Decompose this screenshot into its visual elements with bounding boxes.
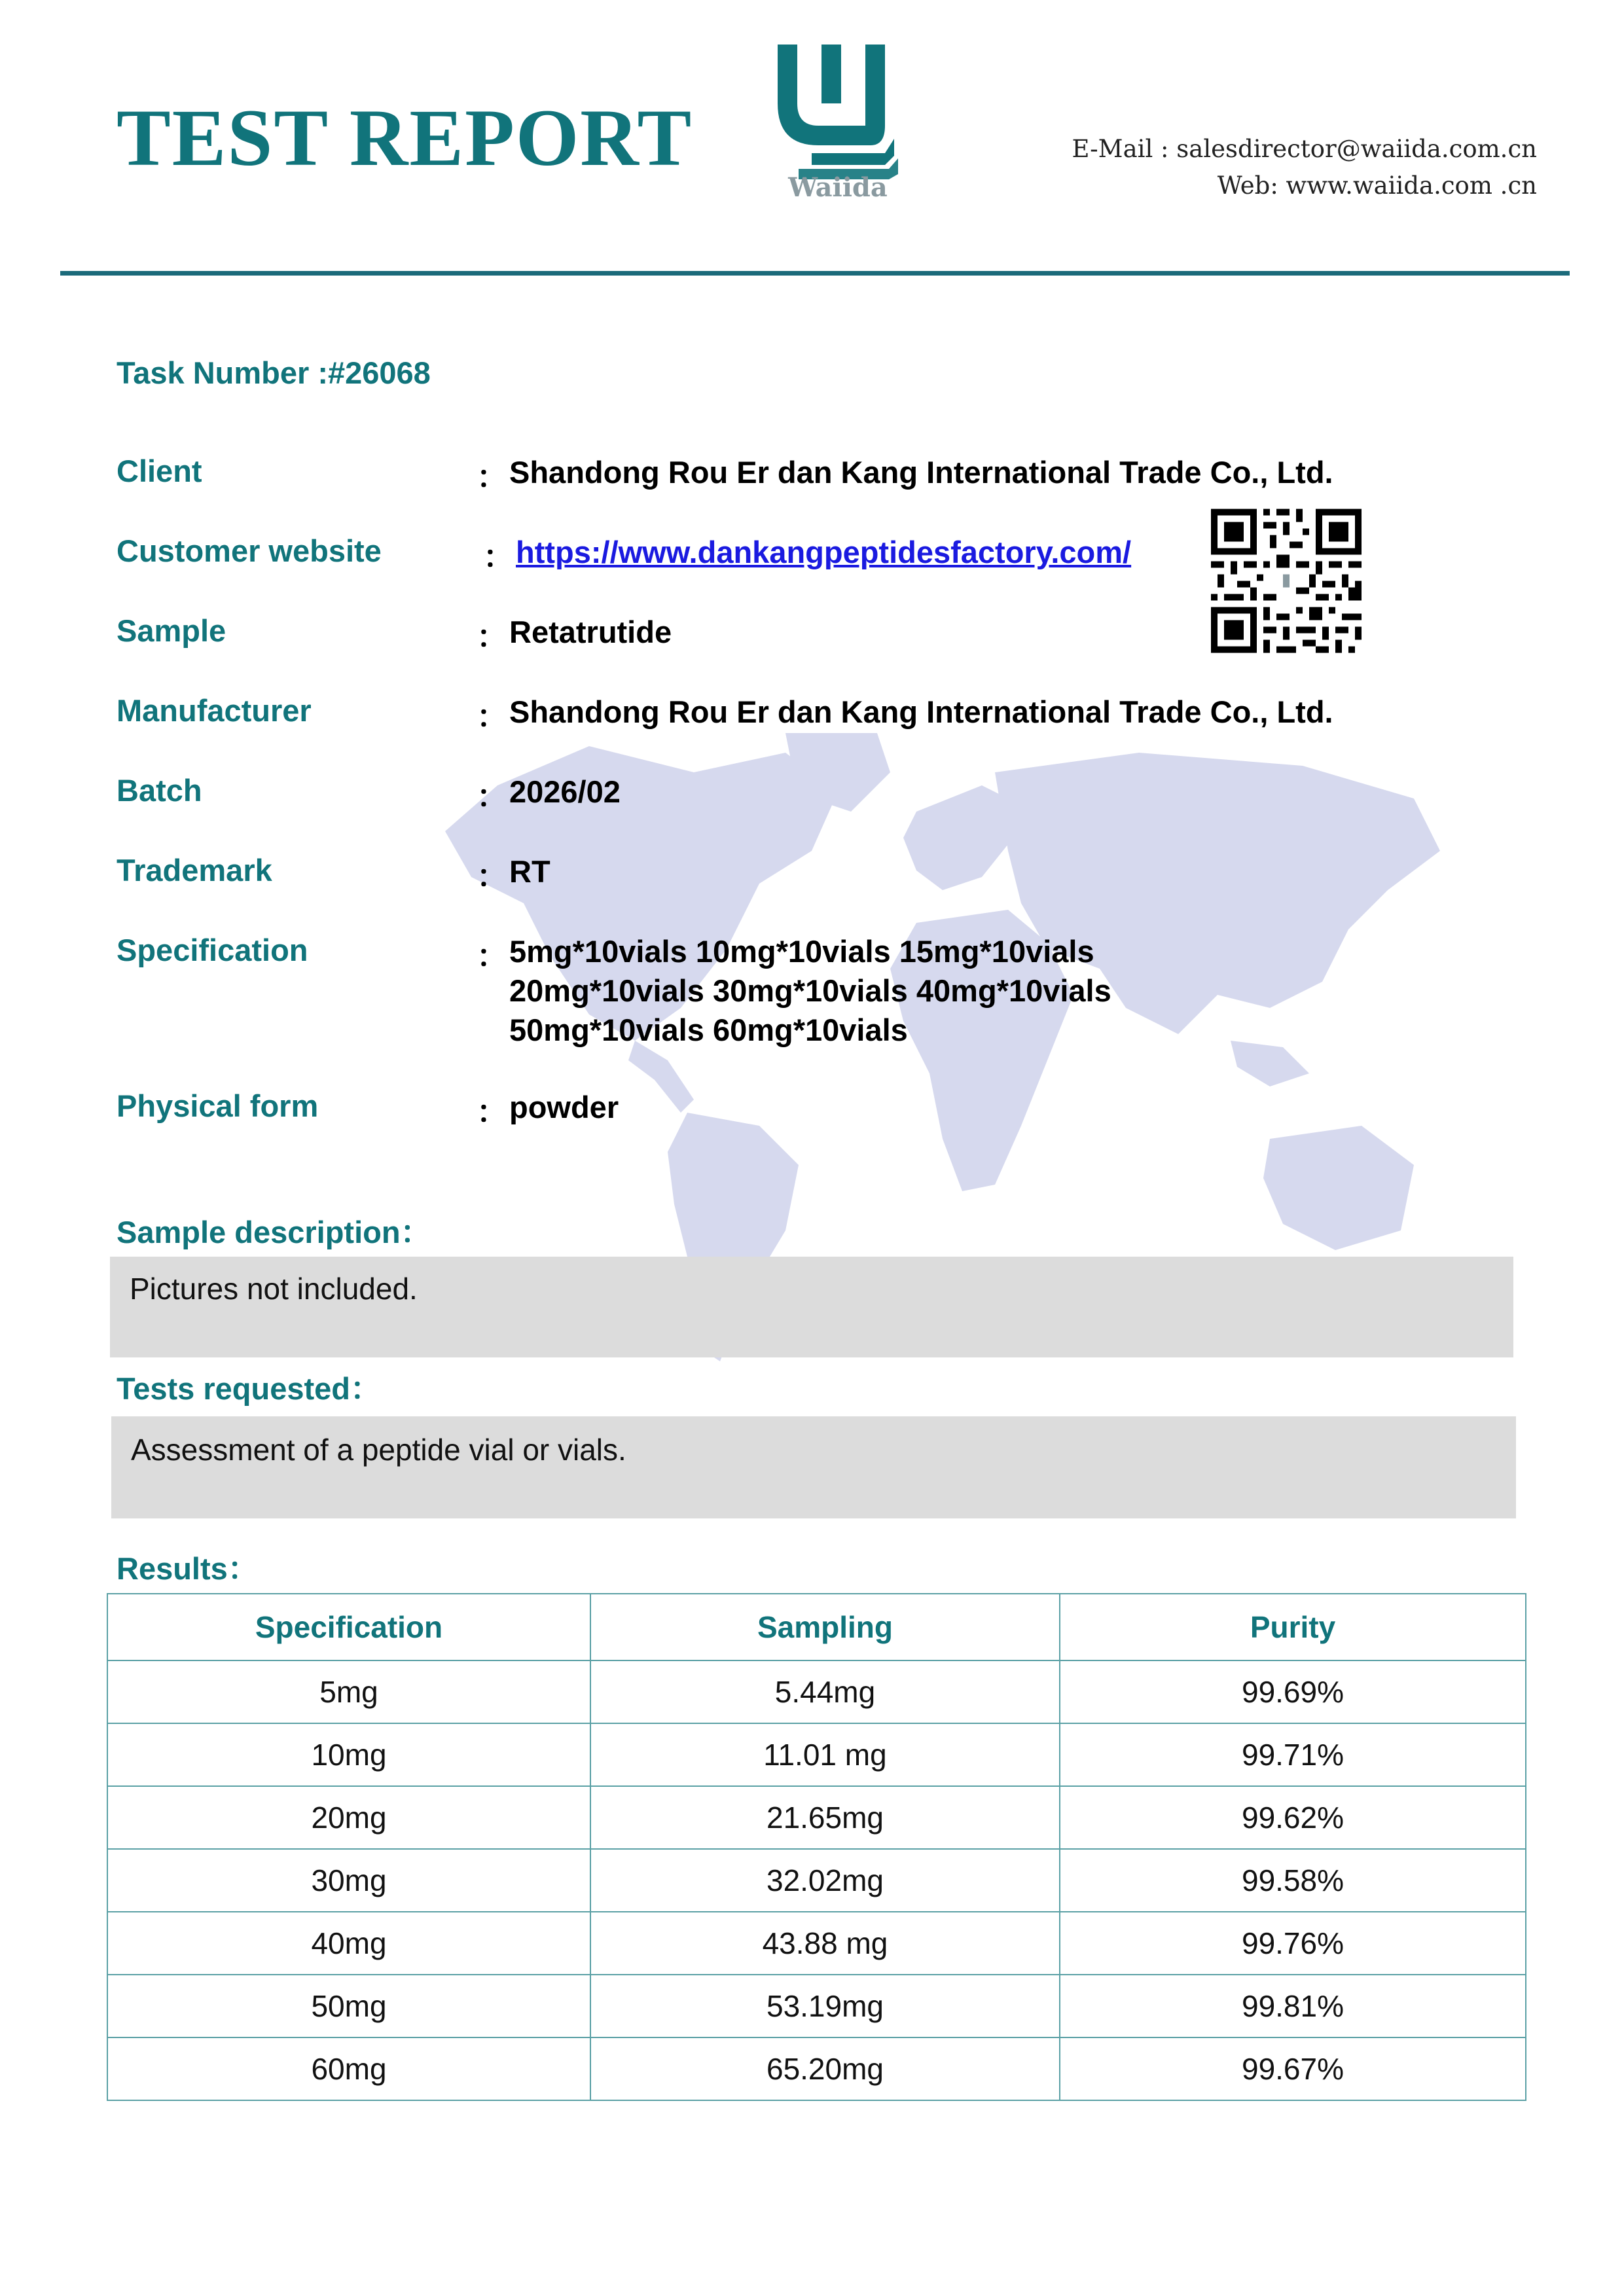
table-row (107, 1786, 1526, 1849)
web-line: Web: www.waiida.com .cn (1217, 171, 1537, 200)
cell-specification: 60mg (107, 2037, 590, 2100)
table-header-row (107, 1594, 1526, 1660)
batch-label: Batch (117, 773, 202, 808)
tests-requested-heading: Tests requested： (117, 1371, 381, 1406)
cell-sampling: 5.44mg (590, 1660, 1060, 1723)
column-header-sampling: Sampling (590, 1594, 1060, 1660)
table-row (107, 2037, 1526, 2100)
sample-value: Retatrutide (509, 615, 672, 649)
header-divider (60, 271, 1570, 276)
field-colon: ： (477, 939, 507, 973)
manufacturer-label: Manufacturer (117, 693, 312, 728)
cell-purity: 99.76% (1060, 1912, 1526, 1975)
tests-requested-text: Assessment of a peptide vial or vials. (131, 1433, 626, 1467)
column-header-specification: Specification (107, 1594, 590, 1660)
field-colon: ： (477, 1094, 507, 1129)
field-colon: ： (477, 699, 507, 734)
table-row (107, 1660, 1526, 1723)
contact-info (1072, 131, 1537, 204)
cell-specification: 20mg (107, 1786, 590, 1849)
specification-value (509, 932, 1111, 1050)
manufacturer-value: Shandong Rou Er dan Kang International Trade Co., Ltd. (509, 694, 1333, 729)
field-colon: ： (477, 779, 507, 814)
specification-line: 20mg*10vials 30mg*10vials 40mg*10vials (509, 973, 1111, 1008)
batch-value: 2026/02 (509, 774, 621, 809)
cell-specification: 30mg (107, 1849, 590, 1912)
cell-purity: 99.62% (1060, 1786, 1526, 1849)
table-row (107, 1849, 1526, 1912)
cell-specification: 50mg (107, 1975, 590, 2037)
cell-sampling: 32.02mg (590, 1849, 1060, 1912)
website-label: Customer website (117, 533, 382, 568)
qr-code (1211, 507, 1362, 655)
sample-label: Sample (117, 613, 226, 648)
cell-specification: 10mg (107, 1723, 590, 1786)
cell-purity: 99.67% (1060, 2037, 1526, 2100)
results-table (107, 1593, 1526, 2101)
cell-purity: 99.81% (1060, 1975, 1526, 2037)
field-colon: ： (477, 859, 507, 893)
waiida-logo (772, 41, 903, 198)
sample-description-text: Pictures not included. (130, 1272, 418, 1306)
client-label: Client (117, 454, 202, 488)
table-row (107, 1912, 1526, 1975)
field-colon: ： (477, 619, 507, 654)
results-heading: Results： (117, 1551, 259, 1586)
table-row (107, 1723, 1526, 1786)
physical-form-label: Physical form (117, 1088, 319, 1123)
cell-sampling: 53.19mg (590, 1975, 1060, 2037)
email-line: E-Mail : salesdirector@waiida.com.cn (1072, 135, 1537, 163)
cell-sampling: 65.20mg (590, 2037, 1060, 2100)
trademark-value: RT (509, 854, 550, 889)
cell-purity: 99.58% (1060, 1849, 1526, 1912)
cell-specification: 40mg (107, 1912, 590, 1975)
column-header-purity: Purity (1060, 1594, 1526, 1660)
field-colon: ： (477, 459, 507, 494)
specification-line: 5mg*10vials 10mg*10vials 15mg*10vials (509, 934, 1094, 969)
logo-wordmark: Waiida (788, 172, 888, 198)
cell-specification: 5mg (107, 1660, 590, 1723)
cell-purity: 99.69% (1060, 1660, 1526, 1723)
field-colon: ： (483, 539, 514, 574)
task-number: Task Number :#26068 (117, 355, 431, 390)
specification-label: Specification (117, 933, 308, 967)
report-title: TEST REPORT (117, 93, 693, 183)
tests-requested-box (111, 1416, 1516, 1518)
physical-form-value: powder (509, 1090, 619, 1124)
specification-line: 50mg*10vials 60mg*10vials (509, 1013, 908, 1047)
cell-sampling: 43.88 mg (590, 1912, 1060, 1975)
sample-description-heading: Sample description： (117, 1215, 431, 1249)
client-value: Shandong Rou Er dan Kang International Trade Co., Ltd. (509, 455, 1333, 490)
cell-sampling: 21.65mg (590, 1786, 1060, 1849)
trademark-label: Trademark (117, 853, 272, 888)
cell-purity: 99.71% (1060, 1723, 1526, 1786)
table-row (107, 1975, 1526, 2037)
website-link[interactable]: https://www.dankangpeptidesfactory.com/ (516, 535, 1132, 569)
cell-sampling: 11.01 mg (590, 1723, 1060, 1786)
sample-description-box (110, 1257, 1513, 1357)
